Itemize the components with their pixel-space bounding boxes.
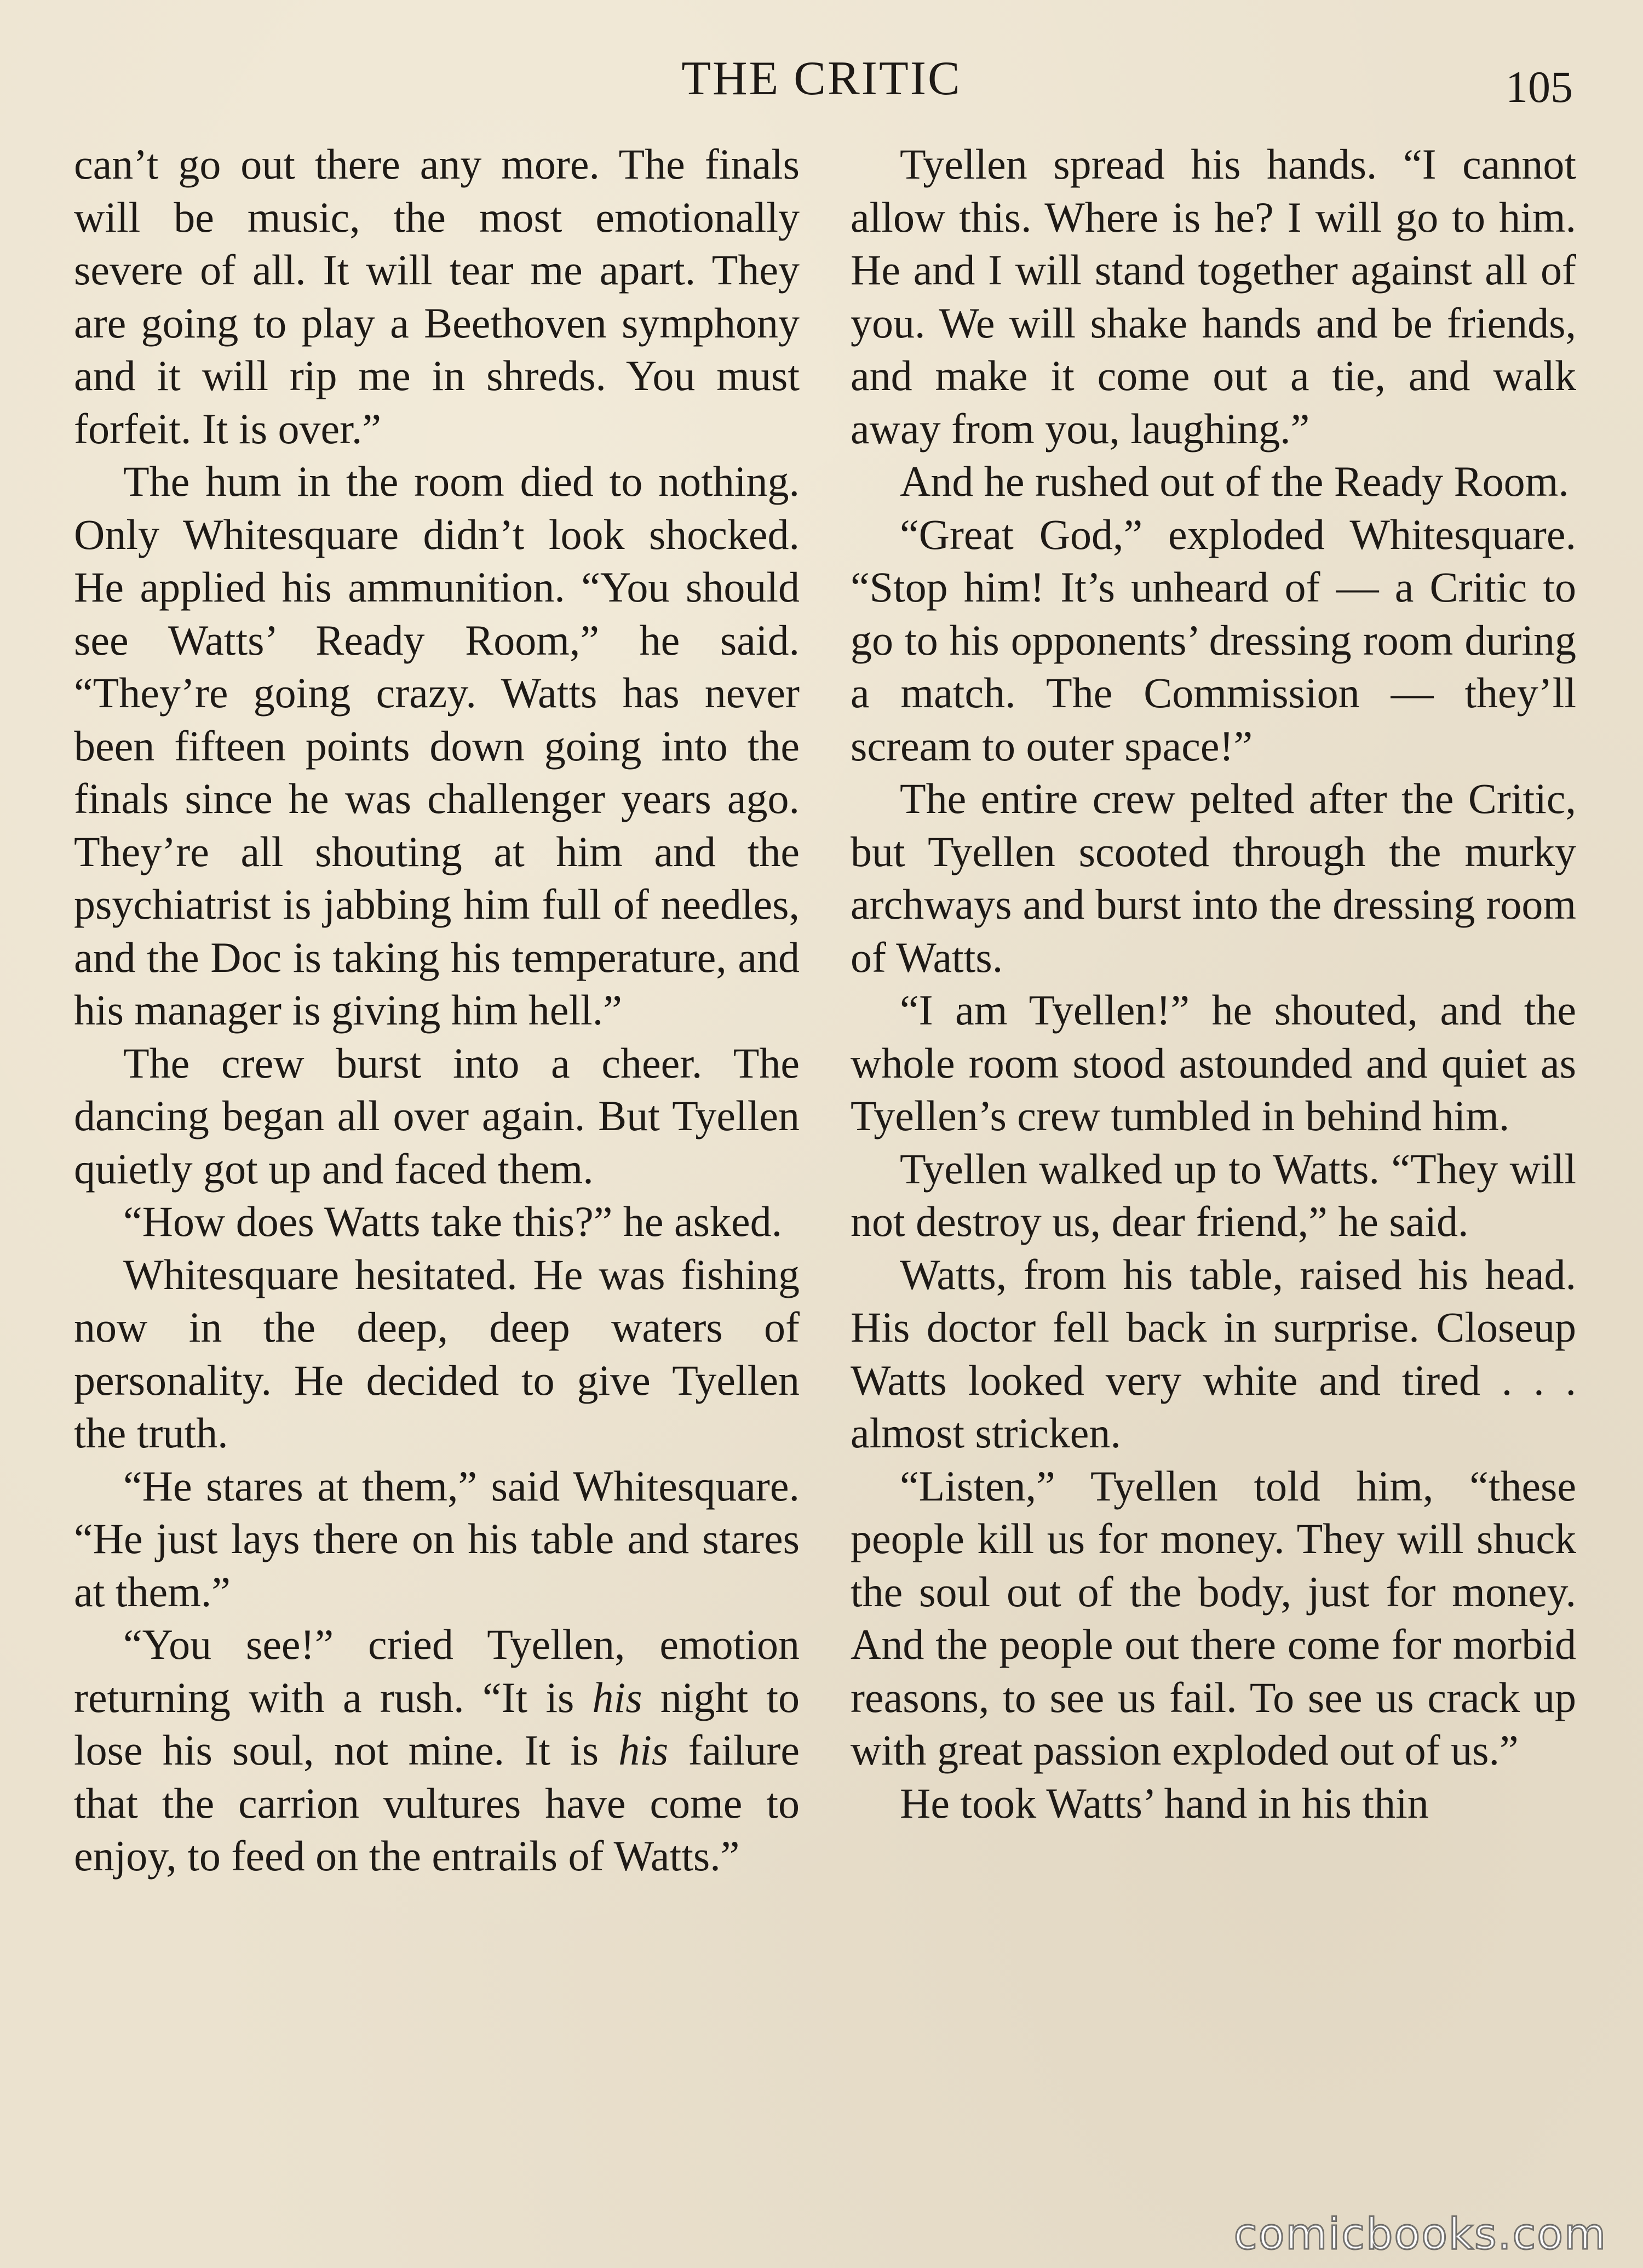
paragraph: “Great God,” exploded Whitesquare. “Stop him! It’s unheard of — a Critic to go to his opponents’ dressing room during a match. The Commission — they’ll scream to outer space!” xyxy=(851,510,1576,770)
paragraph: Watts, from his table, raised his head. His doctor fell back in surprise. Closeup Watts looked very white and tired . . . almost stricken. xyxy=(851,1250,1576,1457)
right-column xyxy=(851,138,1576,1830)
emphasis: his xyxy=(592,1673,642,1721)
paragraph: The crew burst into a cheer. The dancing began all over again. But Tyellen quietly got up and faced them. xyxy=(74,1039,800,1193)
watermark: comicbooks.com xyxy=(1233,2210,1607,2259)
paragraph: can’t go out there any more. The finals will be music, the most emotionally severe of all. It will tear me apart. They are going to play a Beethoven symphony and it will rip me in shreds. You must forfeit. It is over.” xyxy=(74,140,800,453)
paragraph: The entire crew pelted after the Critic, but Tyellen scooted through the murky archways and burst into the dressing room of Watts. xyxy=(851,775,1576,981)
paragraph: Tyellen walked up to Watts. “They will not destroy us, dear friend,” he said. xyxy=(851,1144,1576,1245)
text-run: “You see!” cried Tyellen, emotion returning with a rush. “It is xyxy=(74,1620,800,1721)
left-column xyxy=(74,138,800,1883)
paragraph: And he rushed out of the Ready Room. xyxy=(900,457,1569,505)
paragraph: Whitesquare hesitated. He was fishing now in the deep, deep waters of personality. He decided to give Tyellen the truth. xyxy=(74,1250,800,1457)
paragraph: “Listen,” Tyellen told him, “these people kill us for money. They will shuck the soul out of the body, just for money. And the people out there come for morbid reasons, to see us fail. To see us crack up with great passion exploded out of us.” xyxy=(851,1462,1576,1774)
page-number: 105 xyxy=(1506,62,1573,112)
paragraph: Tyellen spread his hands. “I cannot allow this. Where is he? I will go to him. He and I will stand together against all of you. We will shake hands and be friends, and make it come out a tie, and walk away from you, laughing.” xyxy=(851,140,1576,453)
text-run: failure that the carrion vultures have come to enjoy, to feed on the entrails of Watts.” xyxy=(74,1726,800,1880)
text-run: night to lose his soul, not mine. It is xyxy=(74,1673,800,1774)
paragraph: He took Watts’ hand in his thin xyxy=(900,1779,1429,1827)
paragraph: “He stares at them,” said Whitesquare. “He just lays there on his table and stares at them.” xyxy=(74,1462,800,1616)
running-title: THE CRITIC xyxy=(681,52,962,105)
emphasis: his xyxy=(618,1726,669,1774)
paragraph xyxy=(74,1618,800,1883)
paragraph: “I am Tyellen!” he shouted, and the whole room stood astounded and quiet as Tyellen’s crew tumbled in behind him. xyxy=(851,986,1576,1139)
paragraph: The hum in the room died to nothing. Only Whitesquare didn’t look shocked. He applied his ammunition. “You should see Watts’ Ready Room,” he said. “They’re going crazy. Watts has never been fifteen points down going into the finals since he was challenger years ago. They’re all shouting at him and the psychiatrist is jabbing him full of needles, and the Doc is taking his temperature, and his manager is giving him hell.” xyxy=(74,457,800,1034)
paragraph: “How does Watts take this?” he asked. xyxy=(123,1198,783,1245)
